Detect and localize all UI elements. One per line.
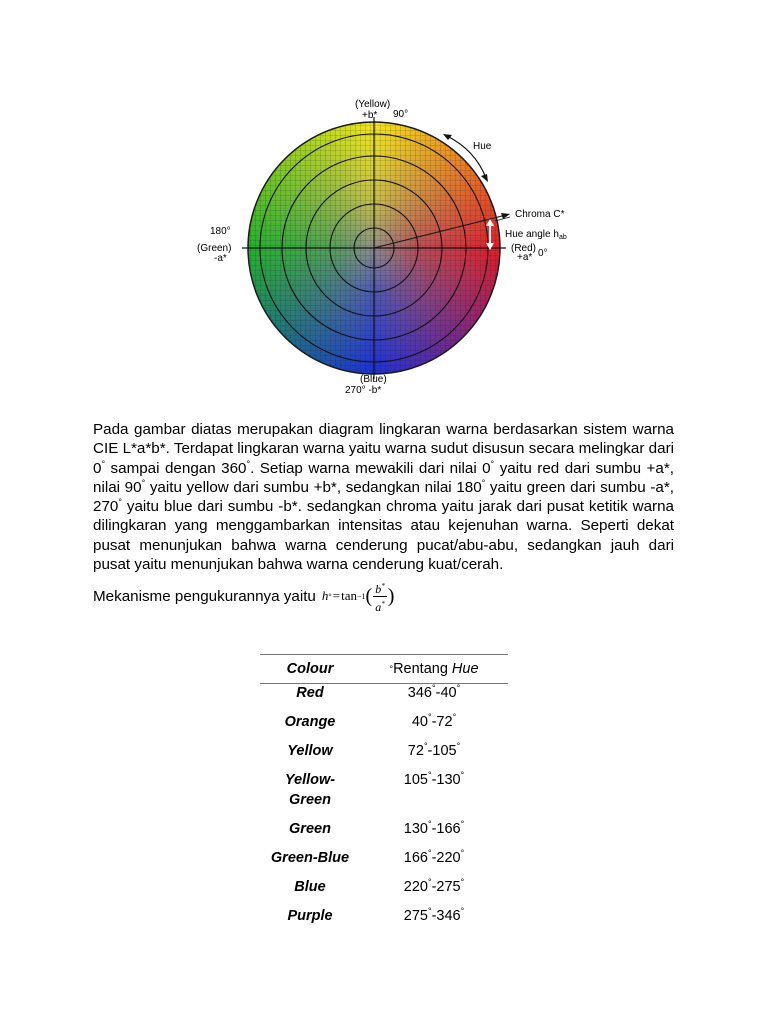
table-header-range: ° Rentang Hue xyxy=(389,661,479,677)
label-plus-b: +b* xyxy=(362,110,378,121)
table-header-colour: Colour xyxy=(286,661,334,677)
table-row: Green 130°-166° xyxy=(289,819,465,837)
cie-lab-color-circle-figure xyxy=(190,95,590,400)
label-0-deg: 0° xyxy=(538,248,548,259)
label-yellow: (Yellow) xyxy=(355,99,391,110)
color-circle-svg xyxy=(190,95,590,400)
table-row: Yellow- Green 105°-130° xyxy=(284,770,465,808)
table-row: Blue 220°-275° xyxy=(294,877,465,895)
table-row: Green-Blue 166°-220° xyxy=(270,848,465,866)
label-hue: Hue xyxy=(473,141,492,152)
description-paragraph: Pada gambar diatas merupakan diagram lingkaran warna berdasarkan sistem warna CIE L*a*b*. Terdapat lingkaran warna yaitu warna sudut disusun secara melingkar dari 0° sampai dengan 360°. Setiap warna mewakili dari nilai 0° yaitu red dari sumbu +a*, nilai 90° yaitu yellow dari sumbu +b*, sedangkan nilai 180° yaitu green dari sumbu -a*, 270° yaitu blue dari sumbu -b*. sedangkan chroma yaitu jarak dari pusat ketitik warna dilingkaran yang menggambarkan intensitas atau kejenuhan warna. Seperti dekat pusat menunjukan bahwa warna cenderung pucat/abu-abu, sedangkan jauh dari pusat yaitu menunjukan bahwa warna cenderung kuat/cerah. xyxy=(93,421,675,574)
hue-angle-formula: h ° = tan −1 ( $\frac{b^*}{a^*}$ ) xyxy=(322,579,394,614)
label-red: (Red) xyxy=(511,243,537,254)
formula-line xyxy=(93,578,394,614)
label-blue: (Blue) xyxy=(360,374,387,385)
formula-lead-text: Mekanisme pengukurannya yaitu xyxy=(93,587,316,605)
label-minus-a: -a* xyxy=(214,253,227,264)
table-row: Purple 275°-346° xyxy=(287,906,465,924)
table-row: Red 346°-40° xyxy=(296,683,461,701)
label-180-deg: 180° xyxy=(210,226,231,237)
label-hue-angle: Hue angle $h_{ab}$ xyxy=(505,229,567,241)
table-row: Yellow 72°-105° xyxy=(287,741,461,759)
label-chroma: Chroma C* xyxy=(515,209,565,220)
label-plus-a: +a* xyxy=(517,252,533,263)
label-green: (Green) xyxy=(197,243,232,254)
label-270-minus-b: 270° -b* xyxy=(345,385,382,396)
label-90-deg: 90° xyxy=(393,109,409,120)
table-row: Orange 40°-72° xyxy=(284,712,457,730)
